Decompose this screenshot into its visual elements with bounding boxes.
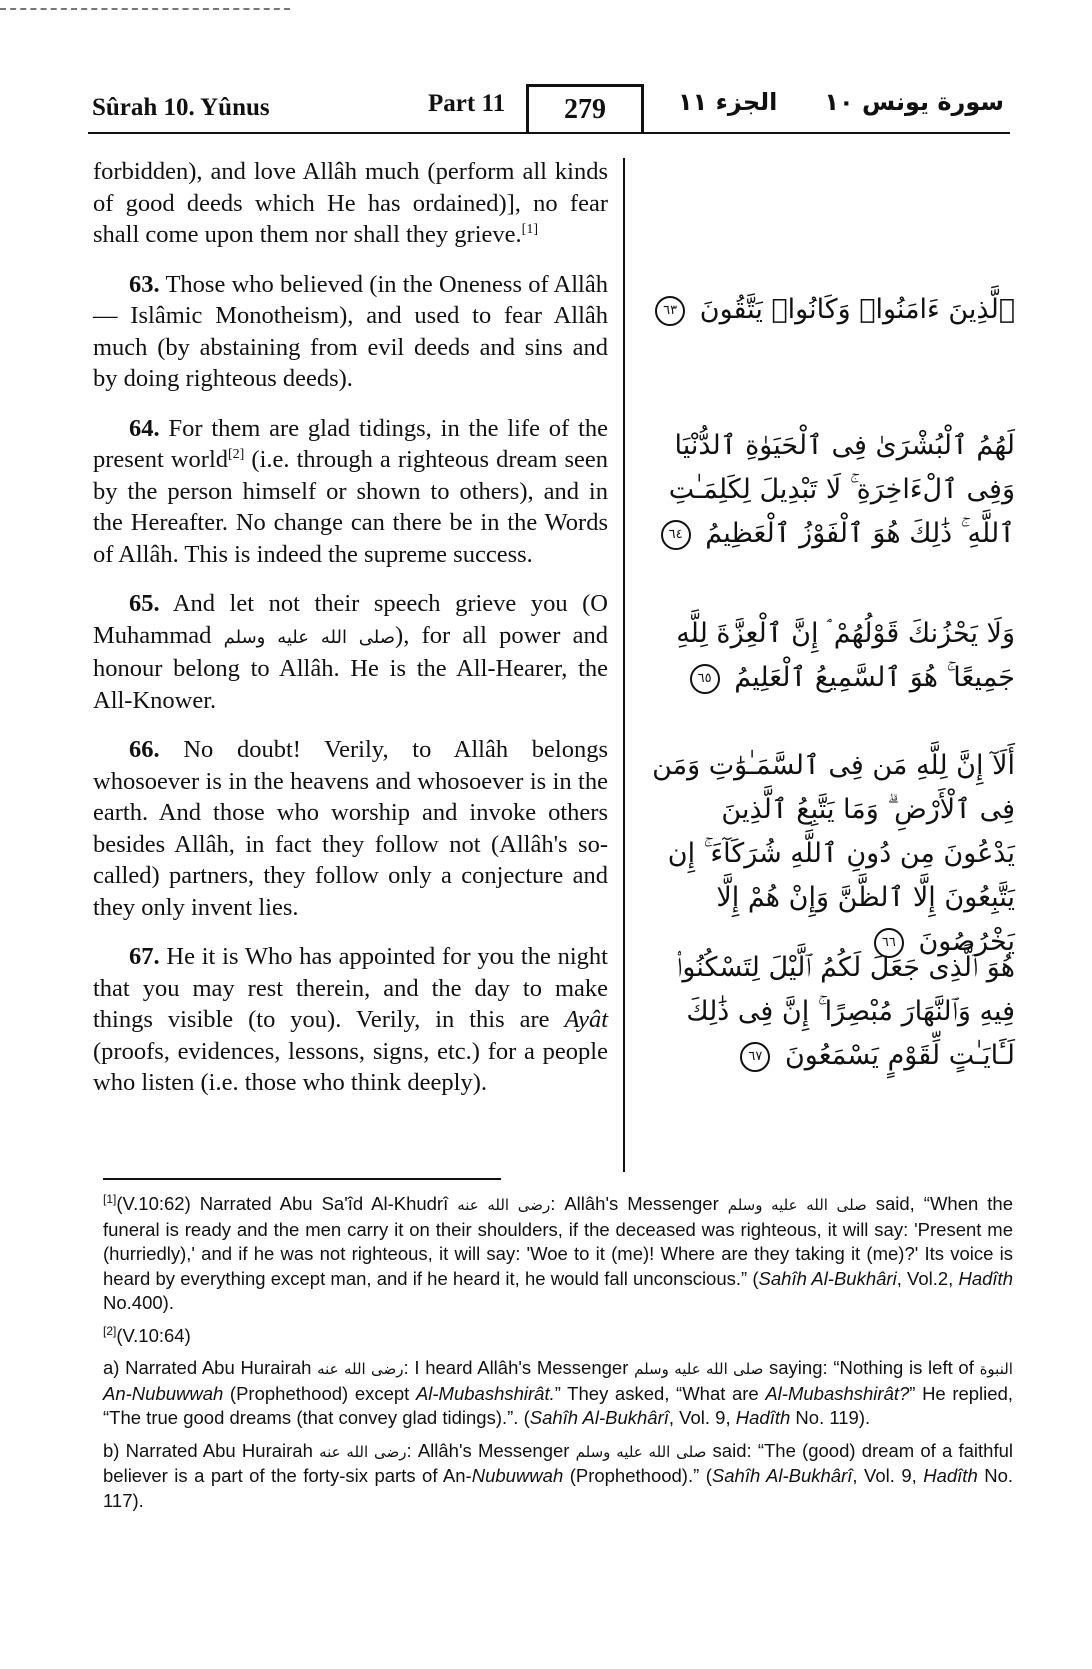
footnote-ref: [1]: [521, 221, 538, 237]
arabic-text: وَلَا يَحْزُنكَ قَوْلُهُمْ ۘ إِنَّ ٱلْعِزَّةَ لِلَّهِ جَمِيعًا ۚ هُوَ ٱلسَّمِيعُ ٱلْعَلِيمُ: [676, 618, 1015, 693]
verse-text: And let not their speech grieve you (O Muhammad: [93, 590, 608, 649]
ayah-number-marker: ٦٤: [661, 520, 691, 550]
footnote-rule: [103, 1178, 501, 1180]
arabic-verse-64: [645, 424, 1015, 556]
source-title: Sahîh Al-Bukhârî: [529, 1407, 669, 1428]
footnote-1: [103, 1192, 1013, 1316]
footnote-text: a) Narrated Abu Hurairah: [103, 1357, 318, 1378]
verse-text: (proofs, evidences, lessons, signs, etc.) for a people who listen (i.e. those who think deeply).: [93, 1037, 608, 1096]
arabic-text: ٱلَّذِينَ ءَامَنُوا۟ وَكَانُوا۟ يَتَّقُونَ: [699, 294, 1015, 325]
source-term: Hadîth: [958, 1267, 1013, 1289]
arabic-text: لَهُمُ ٱلْبُشْرَىٰ فِى ٱلْحَيَوٰةِ ٱلدُّنْيَا وَفِى ٱلْءَاخِرَةِ ۚ لَا تَبْدِيلَ لِكَلِمَـٰتِ ٱللَّهِ ۚ ذَٰلِكَ هُوَ ٱلْفَوْزُ ٱلْعَظِيمُ: [668, 430, 1015, 549]
source-term: Hadîth: [735, 1407, 791, 1428]
paragraph-text: forbidden), and love Allâh much (perform all kinds of good deeds which He has ordained)], no fear shall come upon them nor shall they grieve.: [93, 158, 608, 248]
footnote-text: saying: “Nothing is left of: [763, 1357, 980, 1378]
footnote-text: b) Narrated Abu Hurairah: [103, 1439, 320, 1461]
arabic-verse-63: [645, 288, 1015, 332]
source-title: Sahîh Al-Bukhâri: [758, 1267, 897, 1289]
page-number: 279: [526, 84, 644, 133]
arabic-surah-title: سورة يونس ١٠: [824, 88, 1004, 116]
footnote-2: [103, 1324, 1013, 1349]
verse-text: (i.e. through a righteous dream seen by the person himself or shown to others), and in the Hereafter. No change can there be in the Words of Allâh. This is indeed the supreme success.: [93, 446, 608, 568]
arabic-verse-66: [645, 744, 1015, 964]
italic-term: Al-Mubashshirât?: [765, 1382, 910, 1404]
source-title: Sahîh Al-Bukhârî: [711, 1465, 853, 1486]
verse-text: Those who believed (in the Oneness of Allâh — Islâmic Monotheism), and used to fear Allâh much (by abstaining from evil deeds and sins and by doing righteous deeds).: [93, 270, 608, 392]
footnote-text: (V.10:64): [116, 1324, 191, 1346]
english-translation: [93, 156, 608, 1117]
salutation-arabic: صلى الله عليه وسلم: [223, 626, 396, 648]
ayah-number-marker: ٦٦: [874, 928, 904, 958]
footnote-text: said: “The (good) dream of a faithful believer is a part of the forty-six parts of An-: [103, 1439, 1013, 1486]
verse-text: ), for all power and honour belong to Allâh. He is the All-Hearer, the All-Knower.: [93, 621, 608, 714]
footnote-text: No. 119).: [790, 1407, 871, 1428]
verse-67: [93, 941, 608, 1099]
footnote-text: , Vol.2,: [896, 1267, 959, 1289]
verse-number: 65.: [129, 590, 160, 617]
honorific-arabic: رضى الله عنه: [319, 1442, 407, 1461]
footnote-text: ” They asked, “What are: [554, 1382, 766, 1404]
ayah-number-marker: ٦٥: [690, 664, 720, 694]
footnote-text: , Vol. 9,: [852, 1465, 924, 1486]
italic-term: Ayât: [564, 1006, 608, 1033]
verse-text: No doubt! Verily, to Allâh belongs whosoever is in the heavens and whosoever is in the earth. And those who worship and invoke others besides Allâh, in fact they follow not (Allâh's so-called) partners, they follow only a conjecture and they only invent lies.: [93, 736, 608, 921]
scan-edge-mark: [0, 8, 290, 10]
verse-65: [93, 588, 608, 716]
italic-term: Nubuwwah: [471, 1465, 564, 1486]
salutation-arabic: صلى الله عليه وسلم: [634, 1360, 764, 1378]
footnote-text: said, “When the funeral is ready and the men carry it on their shoulders, if the deceased was righteous, it will say: 'Present me (hurriedly),' and if he was not righteous, it will say: 'Woe to it (me)! Where are they taking it (me)?' Its voice is heard by everything except man, and if he heard it, he would fall unconscious.” (: [103, 1193, 1013, 1289]
verse-number: 63.: [129, 270, 160, 298]
italic-term: Al-Mubashshirât.: [415, 1382, 555, 1404]
surah-title: Sûrah 10. Yûnus: [92, 94, 270, 121]
part-label: Part 11: [428, 90, 506, 117]
footnote-2a: [103, 1356, 1013, 1431]
arabic-text: هُوَ ٱلَّذِى جَعَلَ لَكُمُ ٱلَّيْلَ لِتَسْكُنُوا۟ فِيهِ وَٱلنَّهَارَ مُبْصِرًا ۚ إِنَّ فِى ذَٰلِكَ لَـَٔايَـٰتٍ لِّقَوْمٍ يَسْمَعُونَ: [676, 952, 1015, 1071]
footnote-2b: [103, 1439, 1013, 1514]
footnote-text: No.400).: [103, 1292, 174, 1313]
footnote-text: (Prophethood) except: [223, 1382, 416, 1404]
footnote-text: (V.10:62) Narrated Abu Sa'îd Al-Khudrî: [116, 1193, 458, 1214]
ayah-number-marker: ٦٧: [740, 1042, 770, 1072]
verse-number: 64.: [129, 414, 160, 442]
arabic-text: أَلَآ إِنَّ لِلَّهِ مَن فِى ٱلسَّمَـٰوَٰتِ وَمَن فِى ٱلْأَرْضِ ۗ وَمَا يَتَّبِعُ ٱلَّذِينَ يَدْعُونَ مِن دُونِ ٱللَّهِ شُرَكَآءَ ۚ إِن يَتَّبِعُونَ إِلَّا ٱلظَّنَّ وَإِنْ هُمْ إِلَّا يَخْرُصُونَ: [652, 750, 1015, 957]
footnote-text: ” He replied, “The true good dreams (that convey glad tidings).”. (: [103, 1382, 1013, 1428]
arabic-verse-65: [645, 612, 1015, 700]
verse-number: 67.: [129, 943, 160, 970]
column-divider: [623, 158, 625, 1172]
page-header: [88, 78, 1010, 134]
verse-63: [93, 269, 608, 395]
salutation-arabic: صلى الله عليه وسلم: [575, 1442, 707, 1461]
salutation-arabic: صلى الله عليه وسلم: [727, 1196, 867, 1214]
verse-text: For them are glad tidings, in the life of the present world: [93, 414, 608, 473]
footnote-text: No. 117).: [103, 1465, 1014, 1511]
footnote-ref: [2]: [228, 446, 245, 462]
verse-text: He it is Who has appointed for you the night that you may rest therein, and the day to make things visible (to you). Verily, in this are: [93, 943, 608, 1033]
footnotes: [103, 1192, 1013, 1521]
honorific-arabic: رضى الله عنه: [317, 1360, 404, 1378]
italic-term: An-Nubuwwah: [103, 1382, 224, 1404]
verse-66: [93, 734, 608, 923]
header-rule: [88, 132, 1010, 134]
footnote-text: , Vol. 9,: [668, 1407, 736, 1428]
arabic-term: النبوة: [979, 1360, 1013, 1378]
arabic-verse-67: [645, 946, 1015, 1078]
footnote-text: : Allâh's Messenger: [550, 1193, 728, 1214]
verse-64: [93, 413, 608, 571]
footnote-marker: [1]: [103, 1191, 117, 1206]
paragraph-continued: [93, 156, 608, 251]
arabic-part-label: الجزء ١١: [678, 88, 778, 116]
source-term: Hadîth: [923, 1465, 978, 1486]
footnote-text: : I heard Allâh's Messenger: [403, 1357, 635, 1378]
verse-number: 66.: [129, 736, 160, 763]
ayah-number-marker: ٦٣: [655, 296, 685, 326]
footnote-text: : Allâh's Messenger: [406, 1439, 576, 1461]
honorific-arabic: رضى الله عنه: [457, 1196, 551, 1214]
footnote-text: (Prophethood).” (: [563, 1465, 712, 1486]
footnote-marker: [2]: [103, 1323, 117, 1338]
